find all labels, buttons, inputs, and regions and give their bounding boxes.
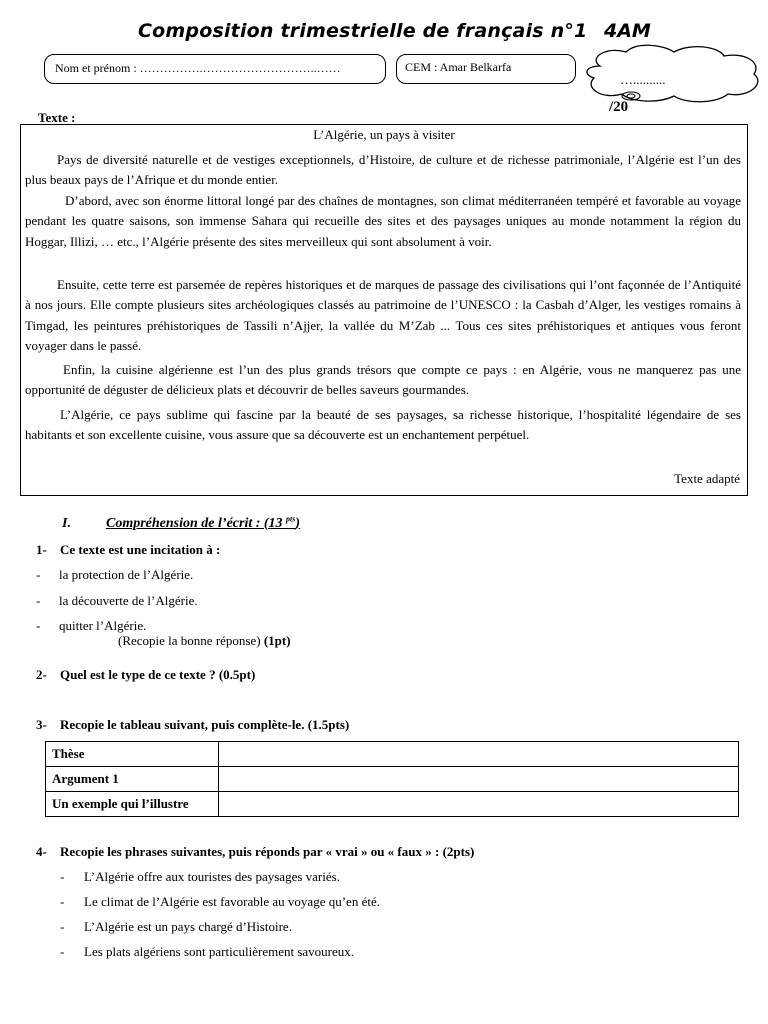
q1-option-3: - quitter l’Algérie. — [36, 618, 147, 633]
text-title: L’Algérie, un pays à visiter — [313, 127, 455, 142]
q4-statement-1: - L’Algérie offre aux touristes des paysages variés. — [60, 869, 340, 884]
table-answer-cell — [219, 742, 739, 767]
paragraph-2: D’abord, avec son énorme littoral longé par des chaînes de montagnes, son climat méditerranéen tempéré et favorable au voyage pendant les quatre saisons, son immense Sahara qui recueille des sites et des paysages uniques au monde notamment la région du Hoggar, Illizi, … etc., l’Algérie présente des sites merveilleux qui sont absolument à voir. — [25, 193, 741, 249]
q4-statement-2: - Le climat de l’Algérie est favorable au voyage qu’en été. — [60, 894, 380, 909]
score-blank: ….......... — [620, 72, 666, 87]
question-4: 4- Recopie les phrases suivantes, puis réponds par « vrai » ou « faux » : (2pts) — [36, 844, 475, 859]
q4-statement-4: - Les plats algériens sont particulièrement savoureux. — [60, 944, 355, 959]
section-number: I. — [62, 515, 71, 531]
q3-table — [45, 741, 739, 817]
table-row-label: Thèse — [46, 742, 219, 767]
score-cloud-shape — [578, 44, 768, 104]
table-row-label: Argument 1 — [46, 767, 219, 792]
class-level: 4AM — [604, 20, 651, 42]
table-answer-cell — [219, 792, 739, 817]
table-row — [46, 742, 739, 767]
paragraph-5: L’Algérie, ce pays sublime qui fascine par la beauté de ses paysages, sa richesse historique, l’hospitalité légendaire de ses habitants et son excellente cuisine, vous assure que sa découverte est un enchantement perpétuel. — [25, 407, 741, 443]
text-source: Texte adapté — [674, 471, 740, 486]
exam-title: Composition trimestrielle de français n°1 — [138, 20, 588, 42]
q4-statement-3: - L’Algérie est un pays chargé d’Histoire. — [60, 919, 292, 934]
table-row — [46, 767, 739, 792]
q1-option-2: - la découverte de l’Algérie. — [36, 593, 198, 608]
school-box: CEM : Amar Belkarfa — [396, 54, 576, 84]
table-row — [46, 792, 739, 817]
table-row-label: Un exemple qui l’illustre — [46, 792, 219, 817]
question-1: 1- Ce texte est une incitation à : — [36, 542, 221, 557]
name-field: Nom et prénom : …………….………………………..…… — [44, 54, 386, 84]
section-title — [62, 514, 300, 532]
section-heading: Compréhension de l’écrit : (13 $^{pts}$) — [106, 514, 301, 531]
table-answer-cell — [219, 767, 739, 792]
paragraph-1: Pays de diversité naturelle et de vestiges exceptionnels, d’Histoire, de culture et de richesse patrimoniale, l’Algérie est l’un des plus beaux pays de l’Afrique et du monde entier. — [25, 152, 741, 188]
text-label: Texte : — [38, 110, 76, 125]
question-3: 3- Recopie le tableau suivant, puis complète-le. (1.5pts) — [36, 717, 350, 732]
paragraph-3: Ensuite, cette terre est parsemée de repères historiques et de marques de passage des civilisations qui l’ont façonnée de l’Antiquité à nos jours. Elle compte plusieurs sites archéologiques classés au patrimoine de l’UNESCO : la Casbah d’Alger, les vestiges romains à Timgad, les peintures préhistoriques de Tassili n’Ajjer, la vallée du M’Zab ... Tous ces sites préhistoriques et antiques vous feront voyager dans le passé. — [25, 277, 741, 354]
q1-option-1: - la protection de l’Algérie. — [36, 567, 194, 582]
q1-instruction: (Recopie la bonne réponse) (1pt) — [118, 633, 291, 648]
paragraph-4: Enfin, la cuisine algérienne est l’un des plus grands trésors que compte ce pays : en Algérie, vous ne manquerez pas une opportunité de déguster de délicieux plats et découvrir de belles saveurs gourmandes. — [25, 362, 741, 398]
score-total: /20 — [609, 99, 629, 115]
question-2: 2- Quel est le type de ce texte ? (0.5pt) — [36, 667, 256, 682]
